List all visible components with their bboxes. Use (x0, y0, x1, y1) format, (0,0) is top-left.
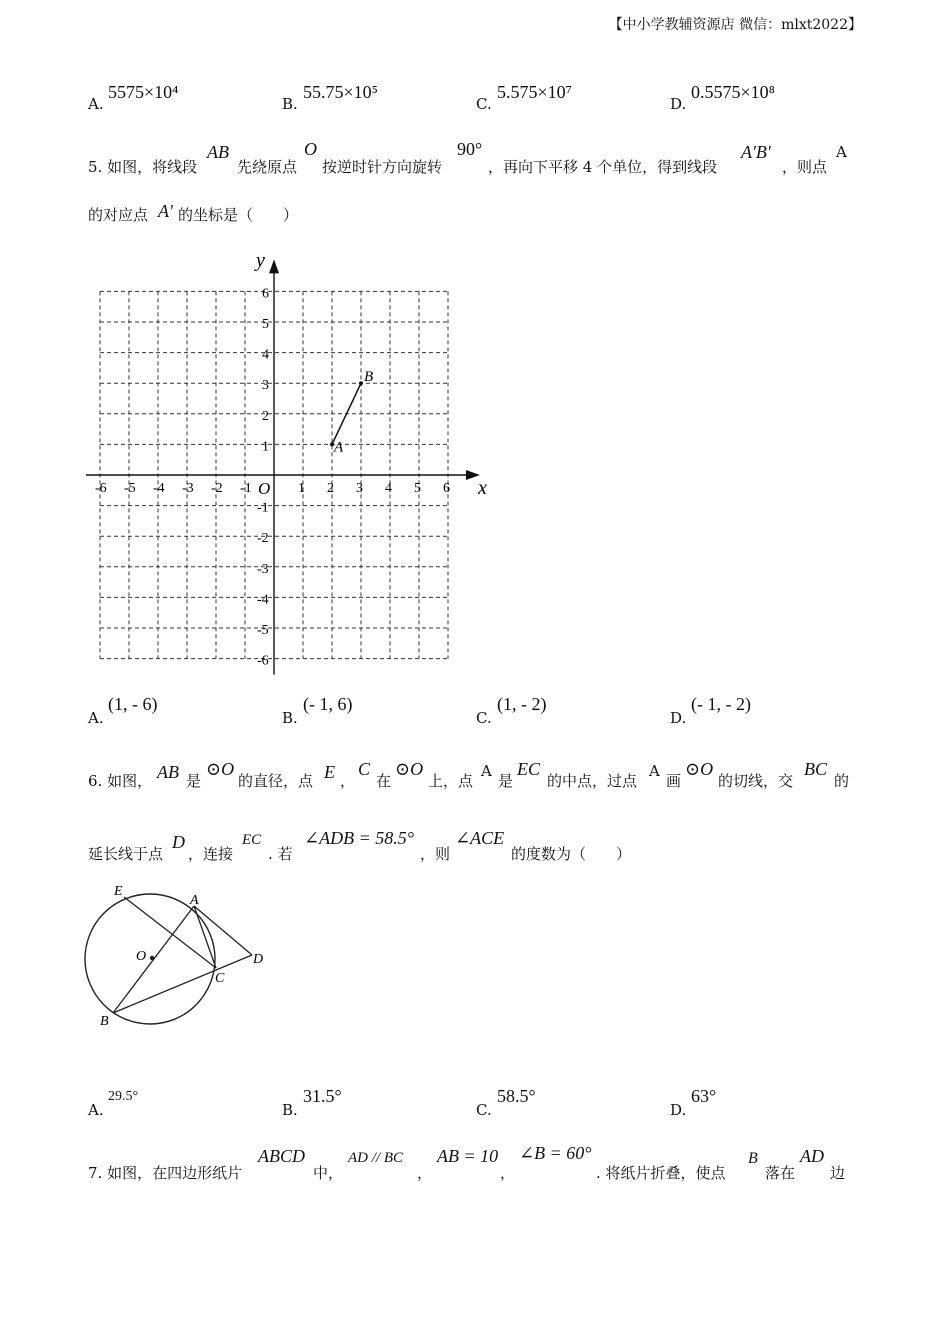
q4-option-a-letter: A. (88, 95, 104, 113)
q6-math-a-2: A (649, 762, 660, 780)
q6-line2-text-4: ，则 (420, 845, 451, 863)
label-o: O (136, 949, 147, 964)
circle-geometry-figure (80, 875, 280, 1035)
q6-text-8: 的中点，过点 (547, 772, 638, 790)
q5-line2-math-ap: A' (158, 201, 173, 221)
q4-option-d-letter: D. (670, 95, 687, 113)
q4-option-c-value: 5.575×10⁷ (497, 82, 572, 102)
q6-option-d-letter: D. (670, 1101, 687, 1119)
y-tick-label: -1 (257, 500, 269, 516)
q5-option-d-letter: D. (670, 709, 687, 727)
q4-option-b-letter: B. (282, 95, 298, 113)
x-tick-label: 3 (356, 481, 363, 496)
q5-math-apbp: A'B' (741, 142, 771, 162)
q6-text-10: 的切线，交 (718, 772, 794, 790)
label-b: B (100, 1014, 109, 1029)
q5-text-4: ，再向下平移 4 个单位，得到线段 (488, 158, 718, 176)
q6-text-3: 的直径，点 (238, 772, 314, 790)
center-dot (150, 956, 154, 960)
y-tick-label: 2 (262, 408, 269, 424)
q7-text-6: 落在 (765, 1164, 796, 1182)
q5-text-1: 5. 如图，将线段 (88, 158, 198, 176)
q6-text-1: 6. 如图， (88, 772, 153, 790)
q7-math-ad: AD (800, 1146, 824, 1166)
y-tick-label: 1 (262, 439, 269, 455)
q4-option-b-value: 55.75×10⁵ (303, 82, 378, 102)
q6-text-2: 是 (186, 772, 202, 790)
q7-text-3: ， (417, 1164, 433, 1182)
y-axis-label: y (256, 249, 265, 272)
q5-option-a-value: (1, - 6) (108, 694, 158, 714)
q5-math-90: 90° (457, 139, 483, 159)
q6-math-ab: AB (157, 762, 179, 782)
q5-option-c-value: (1, - 2) (497, 694, 547, 714)
x-tick-label: 4 (385, 481, 392, 496)
q6-text-7: 是 (498, 772, 514, 790)
y-tick-label: 4 (262, 347, 269, 363)
q6-math-arc-ec: EC (517, 759, 541, 779)
q6-line2-text-3: . 若 (268, 845, 293, 863)
y-tick-label: -3 (257, 561, 269, 577)
x-tick-label: -5 (124, 481, 136, 496)
y-tick-label: -2 (257, 531, 269, 547)
q6-line2-math-ec: EC (242, 832, 262, 848)
segment-bd (113, 955, 252, 1013)
q6-line2-text-2: ，连接 (188, 845, 234, 863)
q5-option-a-letter: A. (88, 709, 104, 727)
q6-line2-text-1: 延长线于点 (88, 845, 164, 863)
x-tick-label: -2 (211, 481, 223, 496)
y-tick-label: -5 (257, 623, 269, 638)
x-tick-label: -3 (182, 481, 194, 496)
q5-text-3: 按逆时针方向旋转 (322, 158, 443, 176)
q6-line2-math-angle-adb: ∠ADB = 58.5° (304, 828, 414, 848)
q7-text-1: 7. 如图，在四边形纸片 (88, 1164, 243, 1182)
point-a-label: A (334, 439, 344, 456)
q6-text-11: 的 (834, 772, 850, 790)
q7-text-2: 中， (313, 1164, 344, 1182)
x-tick-label: 5 (414, 481, 421, 496)
q6-math-circle-o-3: ⊙O (685, 759, 714, 779)
q5-text-2: 先绕原点 (237, 158, 298, 176)
label-d: D (253, 952, 264, 967)
q6-option-a-letter: A. (88, 1101, 104, 1119)
q7-math-ab-eq-10: AB = 10 (437, 1146, 499, 1166)
q6-math-circle-o-1: ⊙O (206, 759, 235, 779)
x-tick-label: 6 (443, 481, 450, 496)
coordinate-grid-figure (80, 245, 490, 680)
q6-option-a-value: 29.5° (108, 1089, 139, 1104)
q6-math-c: C (358, 759, 371, 779)
y-tick-label: 6 (262, 286, 269, 302)
q5-text-5: ，则点 (782, 158, 828, 176)
q6-text-5: 在 (376, 772, 392, 790)
q5-option-b-value: (- 1, 6) (303, 694, 353, 714)
q7-math-ad-parallel-bc: AD // BC (348, 1150, 403, 1166)
q7-text-7: 边 (830, 1164, 846, 1182)
label-c: C (215, 971, 225, 986)
x-tick-label: -1 (240, 481, 252, 496)
q6-option-c-letter: C. (476, 1101, 492, 1119)
y-tick-label: -6 (257, 653, 269, 669)
x-tick-label: -4 (153, 481, 165, 496)
q7-math-angle-b: ∠B = 60° (519, 1143, 592, 1163)
q7-text-4: ， (500, 1164, 516, 1182)
q5-line2-text-2: 的坐标是（ ） (178, 206, 299, 224)
q4-option-d-value: 0.5575×10⁸ (691, 82, 775, 102)
q5-math-ab: AB (207, 142, 229, 162)
q5-math-o: O (304, 139, 317, 159)
segment-ab (332, 383, 361, 444)
page-header: 【中小学教辅资源店 微信：mlxt2022】 (608, 17, 862, 33)
q6-text-9: 画 (666, 772, 682, 790)
q6-line2-math-angle-ace: ∠ACE (455, 828, 505, 848)
point-b (359, 381, 363, 385)
q5-option-d-value: (- 1, - 2) (691, 694, 751, 714)
q6-option-b-value: 31.5° (303, 1086, 342, 1106)
q6-line2-math-d: D (172, 832, 185, 852)
q4-option-c-letter: C. (476, 95, 492, 113)
q6-option-c-value: 58.5° (497, 1086, 536, 1106)
q6-text-4: ， (340, 772, 356, 790)
y-tick-label: 3 (262, 378, 269, 394)
x-tick-label: -6 (95, 481, 107, 496)
origin-label: O (258, 479, 271, 498)
x-tick-label: 1 (298, 481, 305, 496)
x-axis-label: x (478, 477, 487, 499)
q6-text-6: 上，点 (428, 772, 474, 790)
q4-option-a-value: 5575×10⁴ (108, 82, 179, 102)
q6-math-bc: BC (804, 759, 828, 779)
label-e: E (114, 884, 123, 899)
q6-option-d-value: 63° (691, 1086, 717, 1106)
y-axis-arrow (269, 259, 279, 273)
label-a: A (190, 893, 199, 908)
q6-line2-text-5: 的度数为（ ） (511, 845, 632, 863)
y-tick-label: -4 (257, 592, 269, 608)
q6-option-b-letter: B. (282, 1101, 298, 1119)
q5-math-a: A (836, 143, 847, 161)
q7-text-5: . 将纸片折叠，使点 (596, 1164, 726, 1182)
q7-math-b: B (748, 1150, 758, 1167)
q7-math-abcd: ABCD (258, 1146, 305, 1166)
y-tick-label: 5 (262, 317, 269, 332)
circle-o (85, 894, 215, 1024)
q6-math-a-1: A (481, 762, 492, 780)
point-b-label: B (364, 369, 374, 386)
q5-line2-text-1: 的对应点 (88, 206, 149, 224)
q6-math-circle-o-2: ⊙O (395, 759, 424, 779)
q6-math-e: E (324, 762, 335, 782)
q5-option-b-letter: B. (282, 709, 298, 727)
x-tick-label: 2 (327, 481, 334, 496)
q5-option-c-letter: C. (476, 709, 492, 727)
